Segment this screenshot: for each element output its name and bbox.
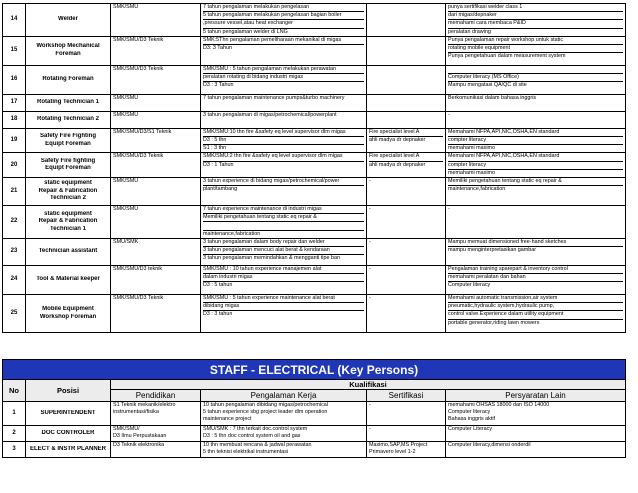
requirements-cell-line: compter literacy [448,137,623,145]
section-title: STAFF - ELECTRICAL (Key Persons) [3,360,626,380]
education-cell-line: SMU/SMK [113,239,139,246]
position-cell [26,65,111,94]
certification-cell-line: - [369,426,371,432]
manpower-requirements-table [2,3,626,333]
row-number: 25 [3,295,26,333]
position-cell [26,266,111,295]
requirements-cell-line: punya sertifikasi welder class 1 [448,4,623,12]
experience-cell-line: 5 thn teknisi elektrikal instrumentasi [203,449,289,456]
row-number: 18 [3,111,26,128]
requirements-cell-line: Memahami NFPA,API,NIC,OSHA,EN standard [448,129,623,137]
certification-cell-line [369,4,443,11]
table-row [3,65,626,94]
row-number: 21 [3,178,26,206]
requirements-cell-line: Memahami automatic transmission,air system [448,295,623,303]
certification-cell-line: - [369,178,371,185]
experience-cell [201,153,367,178]
position-cell [26,239,111,266]
requirements-cell-line: Mampu mengatasi QA/QC di site [448,82,527,89]
experience-cell-line: SMK/SMU:2 thn fire &safety eq level supervisor dlm migas [203,153,364,161]
experience-cell-line: D3 : 5 tahun [203,282,233,289]
experience-cell [201,36,367,65]
experience-cell-line: 3 tahun pengalaman memindahkan & mengganti tipe ban [203,255,340,262]
requirements-cell [446,94,626,111]
column-header-pendidikan: Pendidikan [111,390,201,402]
requirements-cell [446,36,626,65]
certification-cell [367,426,446,442]
experience-cell-line: maintenance,fabrication [203,230,261,237]
certification-cell [367,4,446,37]
experience-cell-line: SMK/SMU:10 thn fire &safety eq level supervisor dlm migas [203,129,364,137]
experience-cell-line: 3 tahun experience di bidang migas/petrochemical/power [203,178,364,186]
requirements-cell-line: Memahami NFPA,API,NIC,OSHA,EN standard [448,153,623,161]
position-cell [26,128,111,153]
experience-cell-line: 5 tahun pengalaman welder di LNG [203,28,288,35]
requirements-cell-line: Computer literacy [448,282,491,289]
experience-cell-line: 3 tahun pengalaman dalam body repair dan welder [203,239,364,247]
position-cell [26,178,111,206]
experience-cell-line: 3 tahun pengalaman di migas/petrochemical/powerplant [203,111,337,118]
requirements-cell-line: memahami maximo [448,169,496,176]
education-cell-line: D3 Ilmu Perpustakaan [113,433,167,440]
requirements-cell-line [448,66,623,74]
certification-cell-line: - [369,402,371,408]
experience-cell-line: 3 tahun pengalaman mencuci alat berat & kendaraan [203,247,364,255]
experience-cell-line: SMU/SMK : 7 thn terkait doc.control system [203,426,308,432]
position-cell-line: Safety Fire Fighting [39,133,96,140]
certification-cell-line: Fire specialist level A [369,153,443,161]
column-header-sertifikasi: Sertifikasi [367,390,446,402]
education-cell [111,65,201,94]
position-cell-line: Rotating Technician 2 [37,116,99,123]
certification-cell-line: - [369,295,371,302]
table-row [3,4,626,37]
experience-cell-line: 10 thn membuat rencana & jadwal perawatan [203,442,312,448]
row-number: 17 [3,94,26,111]
requirements-cell-line: dari migas/depnaker [448,12,623,20]
experience-cell [201,239,367,266]
table-row [3,111,626,128]
requirements-cell-line: peralatan drawing [448,28,491,35]
education-cell [111,153,201,178]
table-row [3,206,626,239]
requirements-cell-line: Memiliki pengetahuan tentang static eq repair & [448,178,623,186]
education-cell-line: SMK/SMU [113,111,139,118]
requirements-cell [446,128,626,153]
experience-cell-line [203,222,364,230]
position-cell [26,94,111,111]
experience-cell-line: plant/tambang [203,186,238,193]
position-cell-line: Equipt Foreman [45,165,91,172]
education-cell [111,94,201,111]
position-cell-line: Mobile Equipment [42,306,94,313]
education-cell [111,178,201,206]
education-cell [111,206,201,239]
requirements-cell [446,239,626,266]
certification-cell-line: - [369,266,371,273]
requirements-cell-line: memahami OHSAS 18000 dan ISO 14000 [448,402,550,408]
position-cell-line: DOC CONTROLER [41,429,95,436]
experience-cell-line: dibidang migas [203,303,364,311]
position-cell-line: Welder [58,16,78,23]
certification-cell-line [369,112,443,119]
certification-cell-line: - [369,239,371,246]
education-cell [111,36,201,65]
education-cell [111,4,201,37]
table-row [3,402,626,426]
position-cell [26,111,111,128]
column-header-no: No [3,380,26,402]
requirements-cell [446,178,626,206]
position-cell-line: Foreman [55,50,81,57]
certification-cell [367,153,446,178]
row-number: 20 [3,153,26,178]
experience-cell [201,94,367,111]
experience-cell-line: dalam industri migas [203,274,364,282]
row-number: 19 [3,128,26,153]
requirements-cell-line: compter literacy [448,162,623,170]
requirements-cell [446,206,626,239]
requirements-cell [446,295,626,333]
requirements-cell-line: mampu menginterpretasikan gambar [448,247,537,254]
position-cell-line: static equipment [44,210,92,217]
experience-cell [201,128,367,153]
certification-cell [367,266,446,295]
position-cell-line: Technician 1 [50,225,86,232]
row-number: 1 [3,402,26,426]
requirements-cell-line: Berkomunikasi dalam bahasa inggris [448,94,537,101]
experience-cell [201,111,367,128]
education-cell-line: SMK/SMU/D3 Teknik [113,295,164,302]
table-row [3,239,626,266]
requirements-cell-line: Punya pengalaman repair workshop untuk static [448,37,623,45]
education-cell-line: SMK/SMU/ [113,426,140,432]
experience-cell-line: SMK/SMU : 5 tahun pengalaman melakukan perawatan [203,66,364,74]
education-cell [111,128,201,153]
experience-cell [201,442,367,458]
certification-cell-line: Fire specialist level A [369,129,443,137]
certification-cell-line: Maximo,SAP,MS Project [369,442,428,448]
requirements-cell-line: Computer literacy [448,409,491,416]
experience-cell-line: SMK/SMU : 5 tahun experience maintenance alat berat [203,295,364,303]
experience-cell-line: 7 tahun experience maintenance di industri migas [203,206,364,214]
education-cell [111,295,201,333]
certification-cell [367,111,446,128]
position-cell-line: Repair & Fabrication [38,187,98,194]
certification-cell [367,36,446,65]
experience-cell-line: D3 : 5 thn doc control system oil and gas [203,433,301,440]
education-cell-line: SMK/SMU [113,94,139,101]
education-cell-line: SMK/SMU/D3 teknik [113,266,163,273]
position-cell-line: ELECT & INSTR PLANNER [29,445,106,452]
certification-cell-line: - [369,206,371,213]
position-cell [26,402,111,426]
certification-cell [367,239,446,266]
experience-cell-line: D3: 3 Tahun [203,45,232,52]
education-cell-line: D3 Teknik elektronika [113,442,165,448]
requirements-cell [446,111,626,128]
table-row [3,94,626,111]
row-number: 2 [3,426,26,442]
requirements-cell [446,266,626,295]
requirements-cell-line: Computer Literacy [448,426,493,432]
row-number: 3 [3,442,26,458]
experience-cell-line: 10 tahun pengalaman dibidang migas/petrochemical [203,402,328,408]
education-cell-line: SMK/SMU [113,206,139,213]
position-cell-line: Technician 2 [50,195,86,202]
requirements-cell-line: portable generator,riding lawn mowers [448,319,540,326]
experience-cell [201,266,367,295]
experience-cell-line: SMK:5Thn pengalaman pemeliharaan mekanikal di migas [203,37,364,45]
requirements-cell-line: Punya pengetahuan dalam measurement system [448,53,566,60]
column-header-posisi: Posisi [26,380,111,402]
experience-cell-line: Memiliki pengetahuan tentang static eq repair & [203,214,364,222]
experience-cell [201,402,367,426]
table-row [3,295,626,333]
requirements-cell [446,153,626,178]
row-number: 16 [3,65,26,94]
certification-cell-line: ahli madya dr depnaker [369,137,426,144]
education-cell [111,402,201,426]
experience-cell-line: ,pressure vessel,atau heat exchanger [203,20,364,28]
experience-cell [201,295,367,333]
column-header-persyaratan: Persyaratan Lain [446,390,626,402]
table-row [3,442,626,458]
education-cell [111,111,201,128]
certification-cell-line: Primavero level 1-2 [369,449,416,456]
requirements-cell-line: memahami cara membaca P&ID [448,20,623,28]
position-cell [26,426,111,442]
experience-cell-line: D3 : 3 Tahun [203,82,234,89]
requirements-cell-line: memahami maximo [448,145,496,152]
education-cell [111,266,201,295]
certification-cell-line [369,66,443,73]
requirements-cell [446,65,626,94]
position-cell-line: Rotating Technician 1 [37,99,99,106]
row-number: 23 [3,239,26,266]
requirements-cell-line: Mampu memuat dimensioned free-hand sketches [448,239,623,247]
education-cell [111,426,201,442]
certification-cell-line: ahli madya dr depnaker [369,161,426,168]
row-number: 24 [3,266,26,295]
table-row [3,426,626,442]
requirements-cell-line: Pengalaman training sparepart & inventory control [448,266,623,274]
position-cell-line: static equipment [44,180,92,187]
requirements-cell [446,426,626,442]
table-row [3,266,626,295]
certification-cell [367,206,446,239]
education-cell-line: SMK/SMU/D3/S1 Teknik [113,128,172,135]
requirements-cell [446,402,626,426]
requirements-cell-line: - [448,206,450,213]
experience-cell [201,65,367,94]
requirements-cell-line: memahami peralatan dan bahan [448,274,623,282]
row-number: 15 [3,36,26,65]
position-cell [26,295,111,333]
requirements-cell-line: rotating mobile equipment [448,45,623,53]
certification-cell-line [369,95,443,102]
requirements-cell-line: Bahasa inggris aktif [448,416,496,423]
experience-cell [201,4,367,37]
requirements-cell-line: - [448,111,450,118]
certification-cell [367,295,446,333]
requirements-cell-line: pneumatic,hydraulic system,hydraulic pump, [448,303,623,311]
education-cell [111,239,201,266]
experience-cell [201,206,367,239]
experience-cell-line: peralatan rotating di bidang industri migas [203,74,364,82]
certification-cell [367,178,446,206]
experience-cell-line: D3 : 5 thn [203,137,364,145]
position-cell-line: Equipt Foreman [45,140,91,147]
table-row [3,178,626,206]
experience-cell-line: D3 : 3 tahun [203,311,233,318]
experience-cell-line: 7 tahun pengalaman melakukan pengelasan [203,4,364,12]
position-cell-line: Technician assistant [38,248,98,255]
position-cell [26,4,111,37]
table-row [3,153,626,178]
certification-cell [367,402,446,426]
education-cell-line: S1 Teknik mekanik/elektro [113,402,176,408]
certification-cell [367,65,446,94]
certification-cell [367,442,446,458]
position-cell-line: Repair & Fabrication [38,218,98,225]
position-cell-line: Workshop Mechanical [36,43,100,50]
education-cell-line: SMK/SMU/D3 Teknik [113,36,164,43]
education-cell-line: SMK/SMU/D3 Teknik [113,153,164,160]
column-header-kualifikasi: Kualifikasi [111,380,626,390]
staff-electrical-table [2,359,626,458]
table-row [3,128,626,153]
experience-cell-line: D3 : 1 Tahun [203,161,234,168]
certification-cell-line [369,37,443,44]
requirements-cell-line: maintenance,fabrication [448,186,506,193]
certification-cell [367,94,446,111]
position-cell-line: SUPERINTENDENT [40,409,96,416]
experience-cell [201,178,367,206]
experience-cell-line: 5 tahun pengalaman melakukan pengelasan bagian boiler [203,12,364,20]
education-cell [111,442,201,458]
position-cell [26,36,111,65]
position-cell [26,442,111,458]
requirements-cell [446,442,626,458]
requirements-cell-line: Computer literacy,dimensi onderdil [448,442,531,448]
position-cell-line: Tool & Material keeper [36,276,100,283]
education-cell-line: SMK/SMU [113,4,139,10]
position-cell-line: Safety Fire fighting [40,157,96,164]
column-header-pengalaman: Pengalaman Kerja [201,390,367,402]
experience-cell-line: 7 tahun pengalaman maintenance pumps&turbo machinery [203,94,345,101]
position-cell [26,153,111,178]
position-cell-line: Rotating Foreman [42,76,94,83]
experience-cell [201,426,367,442]
requirements-cell-line: control valve.Experience dalam utility equipment [448,311,623,319]
experience-cell-line: 5 tahun experience sbg project leader dlm operation [203,409,328,416]
experience-cell-line: SMK/SMU : 10 tahun experience manajemen alat [203,266,364,274]
table-row [3,36,626,65]
experience-cell-line: maintenance project [203,416,252,423]
row-number: 22 [3,206,26,239]
requirements-cell-line: Computer literacy (MS Office) [448,74,623,82]
certification-cell [367,128,446,153]
experience-cell-line: S1 : 3 thn [203,145,227,152]
education-cell-line: instrumentasi/fisika [113,409,159,416]
education-cell-line: SMK/SMU/D3 Teknik [113,65,164,72]
position-cell-line: Workshop Foreman [39,313,97,320]
position-cell [26,206,111,239]
requirements-cell [446,4,626,37]
row-number: 14 [3,4,26,37]
education-cell-line: SMK/SMU [113,178,139,185]
